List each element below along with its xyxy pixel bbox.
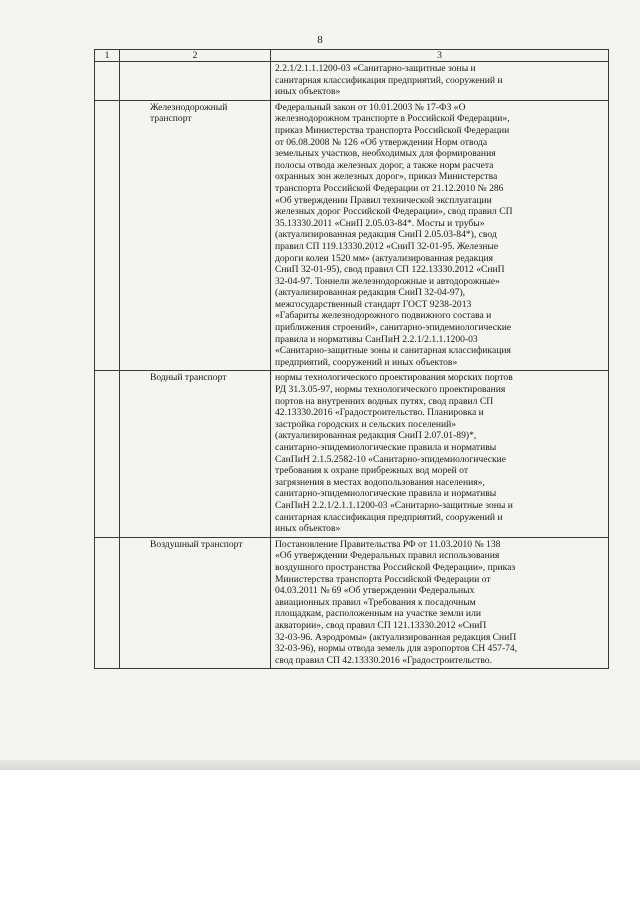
- regulation-text-line: РД 31.3.05-97, нормы технологического проектирования: [275, 384, 506, 396]
- regulation-text-line: 32-03-96), нормы отвода земель для аэропортов СН 457-74,: [275, 643, 518, 655]
- regulation-text-line: 32-04-97. Тоннели железнодорожные и автодорожные»: [275, 275, 500, 287]
- regulation-text-line: приближения строений», санитарно-эпидемиологические: [275, 322, 512, 334]
- regulation-text-line: площадкам, расположенным на участке земли или: [275, 608, 481, 620]
- table-body: [95, 62, 609, 669]
- regulation-text-line: воздушного пространства Российской Федерации», приказ: [275, 561, 516, 573]
- row-number-cell: [95, 62, 120, 101]
- row-number-cell: [95, 537, 120, 669]
- regulation-text-line: предприятий, сооружений и иных объектов»: [275, 356, 458, 368]
- regulation-text-line: Постановление Правительства РФ от 11.03.2010 № 138: [275, 538, 501, 550]
- regulation-text-line: портов на внутренних водных путях, свод правил СП: [275, 395, 494, 407]
- regulation-text-line: (актуализированная редакция СниП 32-04-97),: [275, 287, 466, 299]
- regulation-text-line: Федеральный закон от 10.01.2003 № 17-ФЗ «О: [275, 101, 466, 113]
- regulation-text-line: Министерства транспорта Российской Федерации от: [275, 573, 491, 585]
- regulation-text-line: СанПиН 2.2.1/2.1.1.1200-03 «Санитарно-защитные зоны и: [275, 499, 513, 511]
- regulation-text-line: охранных зон железных дорог», приказ Министерства: [275, 171, 498, 183]
- regulation-text-line: 2.2.1/2.1.1.1200-03 «Санитарно-защитные зоны и: [275, 63, 476, 74]
- table-row: [95, 62, 609, 101]
- regulation-text-line: железных дорог Российской Федерации», свод правил СП: [275, 206, 513, 218]
- regulation-text-line: иных объектов»: [275, 86, 341, 98]
- regulation-text-line: от 06.08.2008 № 126 «Об утверждении Норм отвода: [275, 136, 488, 148]
- regulation-text-line: 35.13330.2011 «СниП 2.05.03-84*. Мосты и трубы»: [275, 217, 485, 229]
- transport-type-cell: Воздушный транспорт: [120, 537, 271, 669]
- regulation-text-line: правил СП 119.13330.2012 «СниП 32-01-95. Железные: [275, 240, 499, 252]
- regulation-text-line: земельных участков, необходимых для формирования: [275, 148, 496, 160]
- regulation-text-line: санитарно-эпидемиологические правила и нормативы: [275, 442, 497, 453]
- regulation-text-line: полосы отвода железных дорог, а также норм расчета: [275, 159, 494, 171]
- column-header-3: 3: [271, 50, 609, 62]
- regulation-text-line: «Об утверждении Правил технической эксплуатации: [275, 194, 492, 206]
- transport-type-cell: [120, 62, 271, 101]
- regulation-text-line: 42.13330.2016 «Градостроительство. Планировка и: [275, 407, 484, 419]
- regulation-text-line: приказ Министерства транспорта Российской Федерации: [275, 124, 510, 136]
- regulation-text-line: дороги колеи 1520 мм» (актуализированная редакция: [275, 252, 493, 264]
- table-row: [95, 537, 609, 669]
- regulation-text-line: 32-03-96. Аэродромы» (актуализированная редакция СниП: [275, 631, 517, 643]
- regulation-text-line: санитарная классификация предприятий, сооружений и: [275, 74, 503, 86]
- regulation-text-line: правила и нормативы СанПиН 2.2.1/2.1.1.1200-03: [275, 333, 478, 345]
- regulation-text-line: СниП 32-01-95), свод правил СП 122.13330.2012 «СниП: [275, 264, 505, 276]
- regulation-text-cell: [271, 537, 609, 669]
- regulation-text-line: свод правил СП 42.13330.2016 «Градостроительство.: [275, 654, 492, 666]
- table-row: [95, 100, 609, 371]
- regulation-text-line: санитарная классификация предприятий, сооружений и: [275, 511, 503, 523]
- regulation-text-cell: [271, 62, 609, 101]
- regulation-text-line: 04.03.2011 № 69 «Об утверждении Федеральных: [275, 585, 475, 597]
- row-number-cell: [95, 100, 120, 371]
- regulation-text-line: «Габариты железнодорожного подвижного состава и: [275, 310, 492, 322]
- transport-type-cell: Железнодорожный транспорт: [120, 100, 271, 371]
- regulation-text-line: нормы технологического проектирования морских портов: [275, 372, 513, 384]
- transport-type-cell: Водный транспорт: [120, 371, 271, 537]
- column-header-2: 2: [120, 50, 271, 62]
- regulation-text-line: (актуализированная редакция СниП 2.05.03-84*), свод: [275, 229, 497, 241]
- regulation-text-cell: [271, 371, 609, 537]
- regulation-text-line: «Санитарно-защитные зоны и санитарная классификация: [275, 345, 511, 357]
- regulation-text-line: (актуализированная редакция СниП 2.07.01-89)*,: [275, 430, 477, 442]
- row-number-cell: [95, 371, 120, 537]
- regulation-text-line: транспорта Российской Федерации от 21.12.2010 № 286: [275, 182, 504, 194]
- table-header-row: [95, 50, 609, 62]
- regulation-text-line: СанПиН 2.1.5.2582-10 «Санитарно-эпидемиологические: [275, 453, 507, 465]
- regulation-text-cell: [271, 100, 609, 371]
- regulations-table: [94, 49, 609, 669]
- regulation-text-line: железнодорожном транспорте в Российской Федерации»,: [275, 113, 510, 125]
- column-header-1: 1: [95, 50, 120, 62]
- regulation-text-line: загрязнения в местах водопользования населения»,: [275, 476, 485, 488]
- page-number: 8: [317, 34, 323, 46]
- regulation-text-line: авиационных правил «Требования к посадочным: [275, 596, 476, 608]
- regulation-text-line: иных объектов»: [275, 523, 341, 535]
- regulation-text-line: требования к охране прибрежных вод морей от: [275, 465, 469, 477]
- regulation-text-line: межгосударственный стандарт ГОСТ 9238-2013: [275, 298, 472, 310]
- regulation-text-line: застройка городских и сельских поселений»: [275, 418, 457, 430]
- regulation-text-line: санитарно-эпидемиологические правила и нормативы: [275, 488, 497, 500]
- regulation-text-line: «Об утверждении Федеральных правил использования: [275, 550, 500, 562]
- table-row: [95, 371, 609, 537]
- regulation-text-line: акватории», свод правил СП 121.13330.2012 «СниП: [275, 619, 487, 631]
